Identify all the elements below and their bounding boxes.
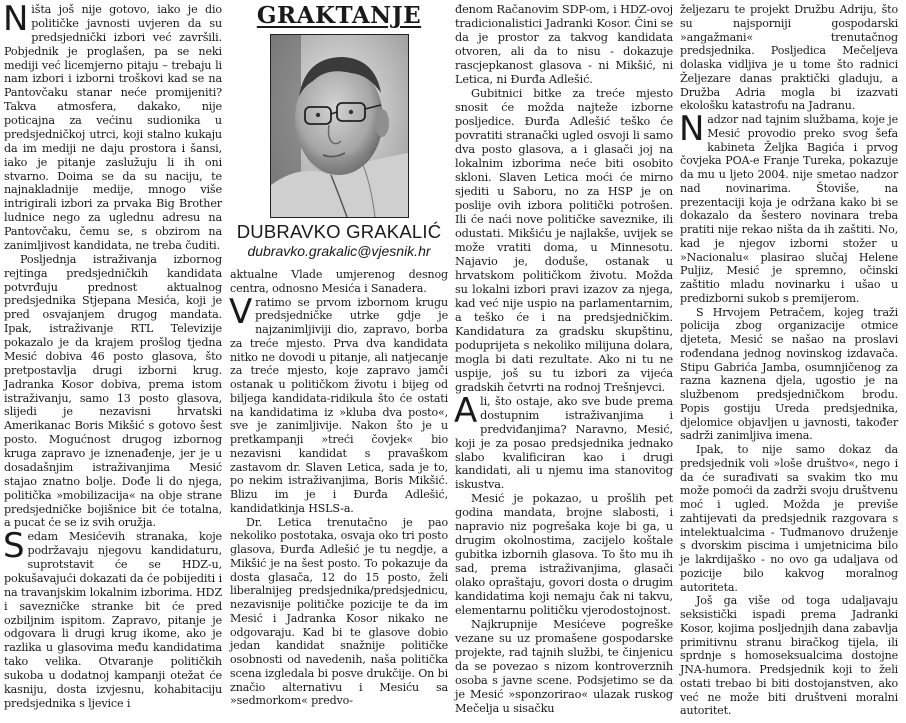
drop-cap: N [3,0,29,39]
paragraph-text: ratimo se prvom izbornom krugu predsjedničke utrke gdje je najzanimljiviji dio, zapravo, borba za treće mjesto. Prva dva kandidata nitko ne dovodi u pitanje, ali natjecanje za treće mjesto, koje zapravo jamči ostanak u političkom životu i bijeg od biljega kandidata-ridikula što će ostati na kandidatima iz »kluba dva posto«, sve je zanimljivije. Nakon što je u pretkampanji »treći čovjek« bio nezavisni kandidat s pravaškom zastavom dr. Slaven Letica, sada je to, po nekim istraživanjima, Boris Mikšić. Blizu im je i Đurđa Adlešić, kandidatkinja HSLS-a. [230,295,448,515]
column-title: GRAKTANJE [256,2,422,29]
paragraph-text: edam Mesićevih stranaka, koje podržavaju njegovu kandidaturu, suprotstavit će se HDZ-u, pokušavajući dokazati da će pobijediti i na travanjskim lokalnim izborima. HDZ i savezničke stranke bit će pred ozbiljnim ispitom. Zapravo, pitanje je odgovara li drugi krug ikome, ako je razlika u glasovima među kandidatima tako velika. Otvaranje političkih sukoba u dodatnoj kampanji otežat će kasniju, dosta izvjesnu, kohabitaciju predsjednika s ljevice i [4,530,222,710]
paragraph: Gubitnici bitke za treće mjesto snosit će možda najteže izborne posljedice. Đurđa Adlešić teško će povratiti stranački ugled osvoji li samo dva posto glasova, a i glasači joj na lokalnim izborima neće biti osobito skloni. Slaven Letica moći će mirno sjediti u Saboru, no za HSP je on poslije ovih izbora politički potrošen. Ili će naći nove političke saveznike, ili odustati. Mikšiću je najlakše, uvijek se može vratiti doma, u Minnesotu. Najavio je, doduše, ostanak u hrvatskom političkom životu. Možda su lokalni izbori pravi izazov za njega, kad već nije uspio na parlamentarnim, a teško će i na predsjedničkim. Kandidatura za gradsku skupštinu, poduprijeta s nekoliko milijuna dolara, mogla bi dati rezultate. Ako ni tu ne uspije, još su tu izbori za vijeća gradskih četvrti na rodnoj Trešnjevci. [455,86,673,394]
author-name: DUBRAVKO GRAKALIĆ [236,221,442,242]
drop-cap: S [3,526,25,567]
author-photo [270,34,409,218]
article-column-3 [455,3,673,716]
drop-cap: V [229,291,253,332]
article-column-4 [680,3,898,718]
paragraph [3,526,222,710]
paragraph-text: li, što ostaje, ako sve bude prema dostupnim istraživanjima i predviđanjima? Naravno, Mesić, koji je za posao predsjednika jednako slabo kvalificiran kao i drugi kandidati, ali u njemu ima stanovitog iskustva. [455,394,673,492]
drop-cap: N [679,109,705,149]
paragraph: aktualne Vlade umjerenog desnog centra, odnosno Mesića i Sanadera. [230,268,448,295]
paragraph: Najkrupnije Mesićeve pogreške vezane su uz promašene gospodarske projekte, rad tajnih službi, te činjenicu da se povezao s nizom kontroverznih osoba s javne scene. Podsjetimo se da je Mesić »sponzorirao« ulazak ruskog Mečelja u sisačku [455,618,673,716]
paragraph-text: išta još nije gotovo, iako je dio političke javnosti uvjeren da su predsjednički izbori već završili. Pobjednik je proglašen, pa se neki mediji već licemjerno pitaju – trebaju li nam izbori i izborni troškovi kad se na Pantovčaku stanar neće promijeniti? Takva atmosfera, dakako, nije poticajna za većinu sudionika u predsjedničkoj utrci, koji stalno kukaju da im mediji ne daju prostora i šansi, iako je pitanje zaslužuju li ih oni stvarno. Doima se da su naciju, te najnakladnije medije, mnogo više intrigirali izbori za prvaka Big Brother ludnice nego za uglednu adresu na Pantovčaku, čemu se, s obzirom na zanimljivost kandidata, ne treba čuditi. [4,3,222,252]
paragraph: Dr. Letica trenutačno je pao nekoliko postotaka, osvaja oko tri posto glasova, Đurđa Adlešić je tu negdje, a Mikšić je na šest posto. To pokazuje da dosta glasača, 12 do 15 posto, želi liberalnijeg predsjednika/predsjednicu, nezavisnije političke pozicije te da im Mesić i Jadranka Kosor nikako ne odgovaraju. Kad bi te glasove dobio jedan kandidat snažnije političke osobnosti od navedenih, naša politička scena izgledala bi posve drukčije. On bi značio alternativu i Mesiću sa »sedmorkom« predvo- [230,515,448,708]
author-email: dubravko.grakalic@vjesnik.hr [247,243,431,259]
paragraph [229,291,448,516]
paragraph: Mesić je pokazao, u prošlih pet godina mandata, brojne slabosti, i napravio niz pogrešaka koje bi ga, u drugim okolnostima, zacijelo koštale gubitka izbornih glasova. To što mu ih sad, prema istraživanjima, glasači olako opraštaju, govori dosta o drugim kandidatima koji nemaju čak ni takvu, elementarnu političku vjerodostojnost. [455,492,673,618]
paragraph-text: adzor nad tajnim službama, koje je Mesić provodio preko svog šefa kabineta Željka Bagića i prvog čovjeka POA-e Franje Tureka, pokazuje da mu u ljeto 2004. nije smetao nadzor nad novinarima. Štoviše, na prezentaciji koja je održana kako bi se dokazalo da šestero novinara treba pratiti nije rekao ništa da ih zaštiti. No, kad je njegov izborni stožer u »Nacionalu« plasirao slučaj Helene Puljiz, Mesić je spremno, očinski zaštitio mladu novinarku i ušao u predizborni sukob s premijerom. [680,113,898,305]
paragraph: Ipak, to nije samo dokaz da predsjednik voli »loše društvo«, nego i da će surađivati sa svakim tko mu može pomoći da zadrži svoju društvenu moć i ugled. Možda je previše zahtijevati da predsjednik razgovara s intelektualcima - Tuđmanovo druženje s dvorskim piscima i umjetnicima bilo je lakrdijaško - no ovo ga udaljava od pozicije bilo kakvog moralnog autoriteta. [680,443,898,594]
paragraph [454,390,673,493]
paragraph: Posljednja istraživanja izbornog rejtinga predsjedničkih kandidata potvrđuju prednost aktualnog predsjednika Stjepana Mesića, koji je pred osvajanjem drugog mandata. Ipak, istraživanje RTL Televizije pokazalo je da krajem prošlog tjedna Mesić dobiva 46 posto glasova, što pretpostavlja drugi izborni krug. Jadranka Kosor dobiva, prema istom istraživanju, samo 13 posto glasova, slijedi je nezavisni hrvatski Amerikanac Boris Mikšić s gotovo šest posto. Mogućnost drugog izbornog kruga zapravo je iznenađenje, jer je u dosadašnjim istraživanjima Mesić stajao znatno bolje. Dođe li do njega, politička »mobilizacija« na obje strane predsjedničke bojišnice bit će totalna, a pucat će se iz svih oružja. [4,252,222,530]
drop-cap: A [454,390,478,431]
column-header [228,0,450,268]
paragraph [3,0,222,253]
paragraph: željezaru te projekt Družbu Adriju, što su najsporniji gospodarski »angažmani« trenutačnog predsjednika. Posljedica Mečeljeva dolaska vidljiva je u tome što radnici Željezare danas praktički gladuju, a Družba Adria mogla bi izazvati ekološku katastrofu na Jadranu. [680,3,898,113]
article-column-1 [3,0,222,711]
paragraph: Još ga više od toga udaljavaju seksistički ispadi prema Jadranki Kosor, kojima posljednjih dana zabavlja primitivnu stranu biračkog tijela, ili sprdnje s homoseksualcima dostojne JNA-humora. Predsjednik koji to želi ostati trebao bi biti dostojanstven, ako već ne može biti društveni moralni autoritet. [680,594,898,718]
paragraph [679,109,898,306]
article-column-2 [230,268,448,708]
paragraph: S Hrvojem Petračem, kojeg traži policija zbog organizacije otmice djeteta, Mesić se našao na proslavi rođendana jednog novinskog izdavača. Stipu Gabrića Jamba, osumnjičenog za razna kaznena djela, ugostio je na službenom predsjedničkom brodu. Popis gostiju Ureda predsjednika, djelomice objavljen u javnosti, također sadrži zanimljiva imena. [680,305,898,443]
author-portrait-icon [271,35,408,217]
paragraph: đenom Račanovim SDP-om, i HDZ-ovoj tradicionalistici Jadranki Kosor. Čini se da je prostor za takvog kandidata otvoren, ali da to nisu - dokazuje rascjepkanost glasova - ni Mikšić, ni Letica, ni Đurđa Adlešić. [455,3,673,86]
